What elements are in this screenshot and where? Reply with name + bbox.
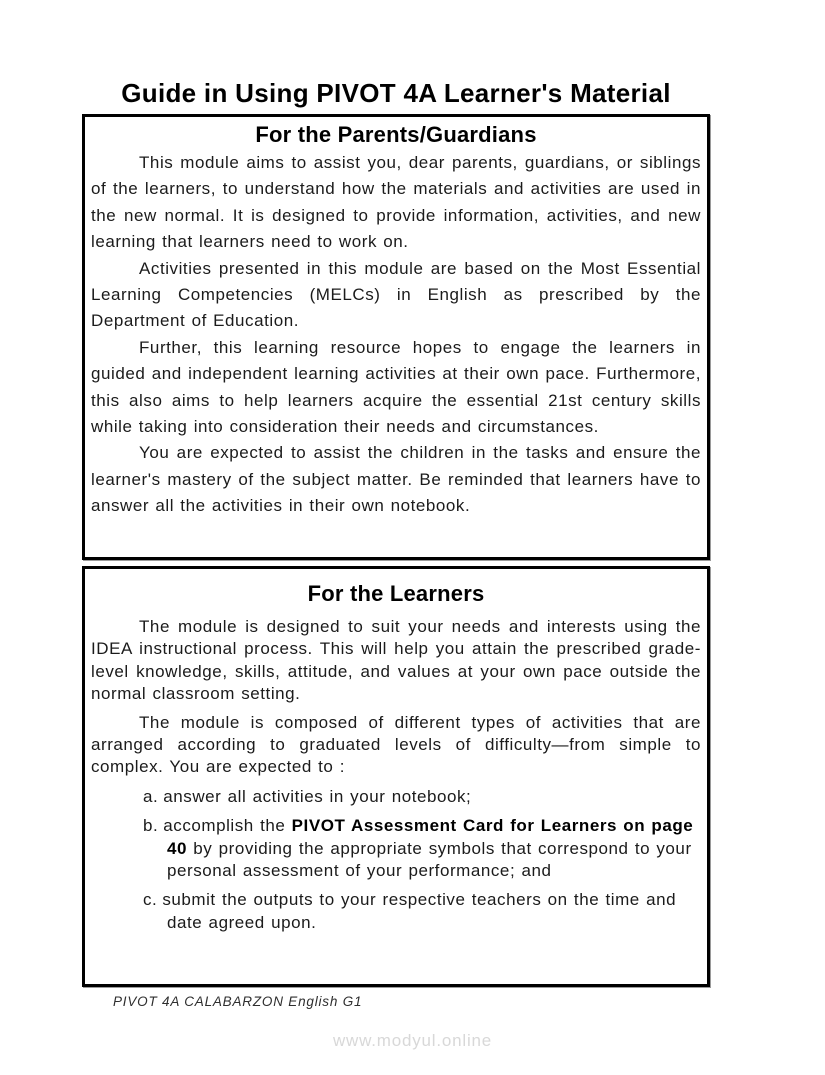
- list-text: by providing the appropriate symbols that correspond to your personal assessment of your performance; and: [167, 838, 692, 881]
- list-text: accomplish the: [163, 816, 292, 836]
- paragraph: The module is designed to suit your needs and interests using the IDEA instructional process. This will help you attain the prescribed grade-level knowledge, skills, attitude, and values at your own pace outside the normal classroom setting.: [91, 617, 701, 704]
- paragraph: The module is composed of different types of activities that are arranged according to graduated levels of difficulty—from simple to complex. You are expected to :: [91, 712, 701, 777]
- list-marker: a.: [143, 786, 159, 806]
- list-text-bold: PIVOT Assessment Card for Learners on page 40: [167, 816, 694, 858]
- paragraph: Activities presented in this module are based on the Most Essential Learning Competencies (MELCs) in English as prescribed by the Department of Education.: [91, 258, 701, 331]
- learners-section-heading: For the Learners: [307, 581, 485, 606]
- parents-guardians-section: [82, 114, 710, 560]
- list-text: answer all activities in your notebook;: [163, 786, 472, 806]
- list-item: [143, 889, 701, 934]
- list-item: [143, 786, 701, 808]
- expectations-list: [91, 786, 701, 934]
- list-marker: c.: [143, 890, 158, 910]
- footer-text: PIVOT 4A CALABARZON English G1: [113, 994, 363, 1009]
- list-text: submit the outputs to your respective teachers on the time and date agreed upon.: [162, 890, 677, 932]
- parents-section-heading: For the Parents/Guardians: [255, 122, 537, 147]
- watermark-text: www.modyul.online: [332, 1031, 493, 1050]
- list-item: [143, 815, 701, 882]
- paragraph: You are expected to assist the children in the tasks and ensure the learner's mastery of the subject matter. Be reminded that learners have to answer all the activities in their own notebook.: [91, 443, 701, 516]
- list-marker: b.: [143, 816, 159, 836]
- page-title: Guide in Using PIVOT 4A Learner's Material: [121, 78, 671, 108]
- learners-section: [82, 566, 710, 987]
- paragraph: Further, this learning resource hopes to engage the learners in guided and independent learning activities at their own pace. Furthermore, this also aims to help learners acquire the essential 21st century skills while taking into consideration their needs and circumstances.: [91, 337, 701, 437]
- paragraph: This module aims to assist you, dear parents, guardians, or siblings of the learners, to understand how the materials and activities are used in the new normal. It is designed to provide information, activities, and new learning that learners need to work on.: [91, 153, 701, 252]
